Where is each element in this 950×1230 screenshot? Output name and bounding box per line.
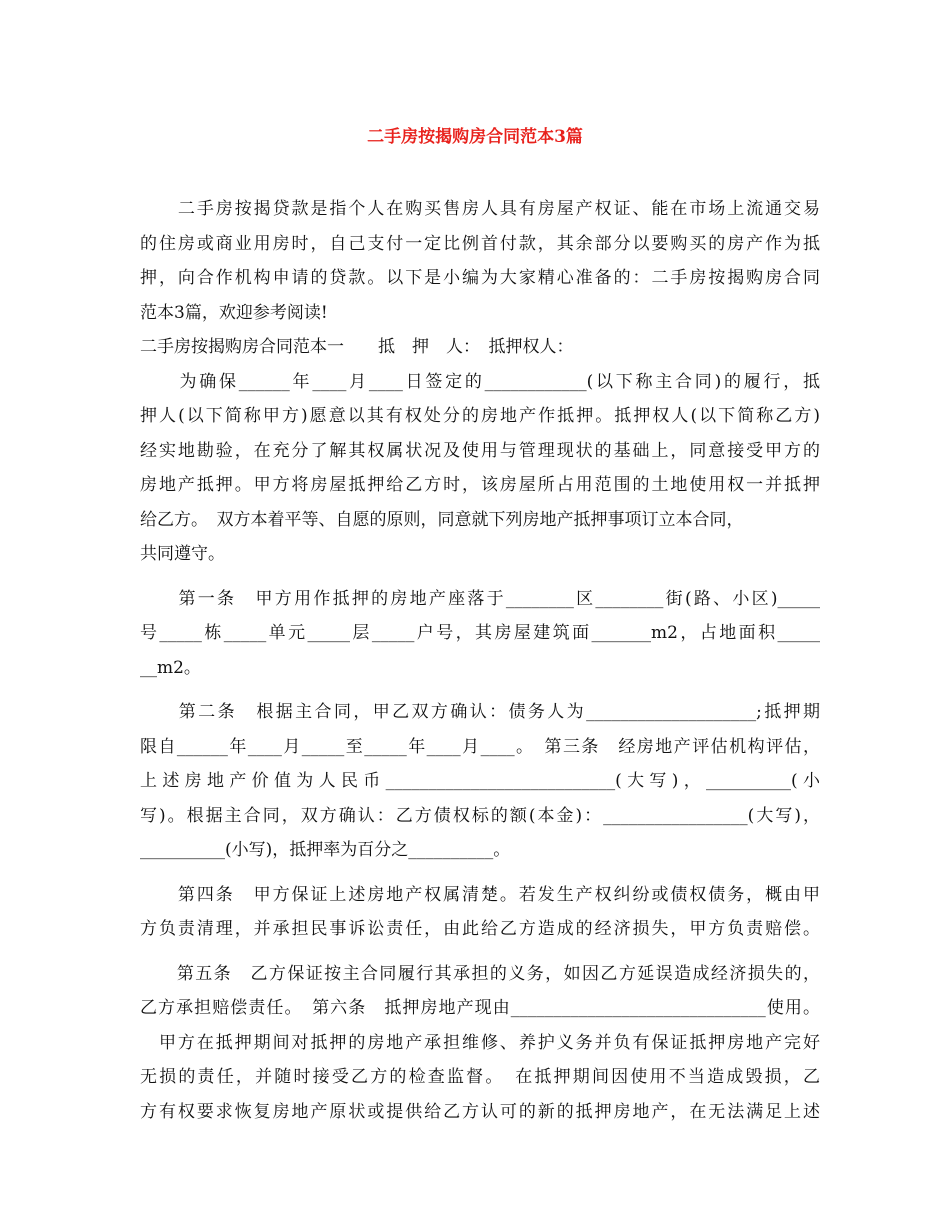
paragraph-line: 乙方承担赔偿责任。 第六条 抵押房地产现由______________________________使用。: [140, 998, 820, 1018]
paragraph-line: 共同遵守。: [140, 544, 225, 564]
paragraph-line: 第二条 根据主合同，甲乙双方确认：债务人为____________________;抵押期: [140, 702, 820, 722]
paragraph-gap: [140, 572, 820, 582]
paragraph-line: 范本3篇，欢迎参考阅读!: [140, 302, 328, 323]
paragraph-line: 为确保______年____月____日签定的____________(以下称主合同)的履行，抵: [140, 371, 820, 392]
paragraph-line: 限自______年____月_____至_____年____月____。 第三条 经房地产评估机构评估，: [140, 736, 820, 757]
paragraph-line: 二手房按揭贷款是指个人在购买售房人具有房屋产权证、能在市场上流通交易: [140, 199, 820, 219]
paragraph-gap: [140, 868, 820, 878]
paragraph-line: 的住房或商业用房时，自己支付一定比例首付款，其余部分以要购买的房产作为抵: [140, 233, 820, 254]
paragraph-gap: [140, 947, 820, 957]
paragraph-gap: [140, 685, 820, 695]
paragraph-line: __m2。: [140, 657, 201, 678]
paragraph-line: 第四条 甲方保证上述房地产权属清楚。若发生产权纠纷或债权债务，概由甲: [140, 884, 820, 905]
paragraph-line: 经实地勘验，在充分了解其权属状况及使用与管理现状的基础上，同意接受甲方的: [140, 440, 820, 461]
paragraph-line: 写)。根据主合同，双方确认：乙方债权标的额(本金)：_________________(大写)，: [140, 805, 820, 826]
paragraph-line: 房地产抵押。甲方将房屋抵押给乙方时，该房屋所占用范围的土地使用权一并抵押: [140, 475, 820, 495]
document-body: [140, 192, 820, 1129]
paragraph-line: 方有权要求恢复房地产原状或提供给乙方认可的新的抵押房地产，在无法满足上述: [140, 1101, 820, 1122]
paragraph-line: 第五条 乙方保证按主合同履行其承担的义务，如因乙方延误造成经济损失的，: [140, 963, 820, 984]
paragraph-line: 二手房按揭购房合同范本一 抵 押 人： 抵押权人：: [140, 337, 574, 357]
document-title: 二手房按揭购房合同范本3篇: [367, 127, 583, 147]
paragraph-line: 上述房地产价值为人民币___________________________(大写)，__________(小: [140, 771, 820, 791]
paragraph-line: 给乙方。 双方本着平等、自愿的原则，同意就下列房地产抵押事项订立本合同，: [140, 509, 744, 530]
paragraph-line: 押，向合作机构申请的贷款。以下是小编为大家精心准备的：二手房按揭购房合同: [140, 268, 820, 288]
paragraph-line: 第一条 甲方用作抵押的房地产座落于________区________街(路、小区)_____: [140, 588, 820, 609]
paragraph-line: 方负责清理，并承担民事诉讼责任，由此给乙方造成的经济损失，甲方负责赔偿。: [140, 919, 820, 939]
paragraph-line: 押人(以下简称甲方)愿意以其有权处分的房地产作抵押。抵押权人(以下简称乙方): [140, 406, 820, 426]
paragraph-line: 甲方在抵押期间对抵押的房地产承担维修、养护义务并负有保证抵押房地产完好: [140, 1032, 820, 1053]
paragraph-line: __________(小写)，抵押率为百分之__________。: [140, 840, 511, 860]
paragraph-line: 无损的责任，并随时接受乙方的检查监督。 在抵押期间因使用不当造成毁损，乙: [140, 1067, 820, 1087]
paragraph-line: 号_____栋_____单元_____层_____户号，其房屋建筑面_______m2，占地面积_____: [140, 623, 820, 643]
